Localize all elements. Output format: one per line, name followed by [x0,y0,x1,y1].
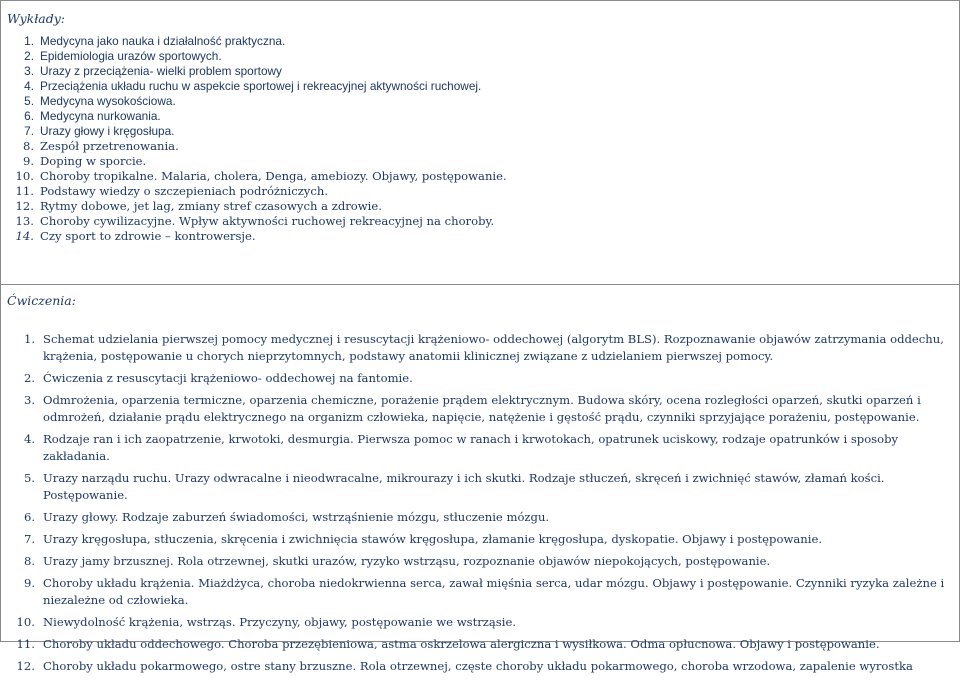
list-item: 12. Choroby układu pokarmowego, ostre stany brzuszne. Rola otrzewnej, częste choroby układu pokarmowego, choroba wrzodowa, zapalenie wyrostka [16,659,913,673]
list-item: 4. Rodzaje ran i ich zaopatrzenie, krwotoki, desmurgia. Pierwsza pomoc w ranach i krwotokach, opatrunek uciskowy, rodzaje opatrunków i sposoby zakładania. [23,432,899,463]
list-item: 8. Zespół przetrenowania. [22,139,179,153]
list-item: 7. Urazy kręgosłupa, stłuczenia, skręcenia i zwichnięcia stawów kręgosłupa, złamanie kręgosłupa, dyskopatie. Objawy i postępowanie. [23,532,823,546]
list-item: 2. Epidemiologia urazów sportowych. [24,49,222,63]
list-item: 9. Choroby układu krążenia. Miażdżyca, choroba niedokrwienna serca, zawał mięśnia serca, udar mózgu. Objawy i postępowanie. Czynniki ryzyka zależne i niezależne od człowieka. [23,576,945,607]
list-item: 7. Urazy głowy i kręgosłupa. [24,124,175,138]
list-item: 5. Medycyna wysokościowa. [24,94,176,108]
list-item: 2. Ćwiczenia z resuscytacji krążeniowo- oddechowej na fantomie. [23,371,413,385]
exercises-list [1,331,951,680]
list-item: 9. Doping w sporcie. [22,154,147,168]
list-item: 13. Choroby cywilizacyjne. Wpływ aktywności ruchowej rekreacyjnej na choroby. [15,214,495,228]
list-item: 11. Podstawy wiedzy o szczepieniach podróżniczych. [15,184,329,198]
lectures-list [1,34,941,244]
list-item: 1. Schemat udzielania pierwszej pomocy medycznej i resuscytacji krążeniowo- oddechowej (algorytm BLS). Rozpoznawanie objawów zatrzymania oddechu, krążenia, postępowanie u chorych nieprzytomnych, podstawy anatomii klinicznej związane z udzielaniem pierwszej pomocy. [23,332,944,363]
exercises-heading: Ćwiczenia: [7,293,76,308]
list-item: 6. Urazy głowy. Rodzaje zaburzeń świadomości, wstrząśnienie mózgu, stłuczenie mózgu. [23,510,550,524]
list-item: 1. Medycyna jako nauka i działalność praktyczna. [24,34,286,48]
list-item: 11. Choroby układu oddechowego. Choroba przezębieniowa, astma oskrzelowa alergiczna i wysiłkowa. Odma opłucnowa. Objawy i postępowanie. [16,637,880,651]
list-item: 3. Odmrożenia, oparzenia termiczne, oparzenia chemiczne, porażenie prądem elektrycznym. Budowa skóry, ocena rozległości oparzeń, skutki oparzeń i odmrożeń, działanie prądu elektrycznego na organizm człowieka, napięcie, natężenie i gęstość prądu, czynniki sprzyjające porażeniu, postępowanie. [23,393,921,424]
list-item: 4. Przeciążenia układu ruchu w aspekcie sportowej i rekreacyjnej aktywności ruchowej. [24,79,482,93]
list-item: 12. Rytmy dobowe, jet lag, zmiany stref czasowych a zdrowie. [15,199,382,213]
list-item: 6. Medycyna nurkowania. [24,109,161,123]
table-row-divider [1,284,959,285]
list-item: 3. Urazy z przeciążenia- wielki problem sportowy [24,64,282,78]
list-item: 14. Czy sport to zdrowie – kontrowersje. [15,229,256,243]
list-item: 8. Urazy jamy brzusznej. Rola otrzewnej, skutki urazów, ryzyko wstrząsu, rozpoznanie objawów niepokojących, postępowanie. [23,554,771,568]
lectures-heading: Wykłady: [7,11,65,26]
list-item: 5. Urazy narządu ruchu. Urazy odwracalne i nieodwracalne, mikrourazy i ich skutki. Rodzaje stłuczeń, skręceń i zwichnięć stawów, złamań kości. Postępowanie. [23,471,885,502]
list-item: 10. Choroby tropikalne. Malaria, cholera, Denga, amebiozy. Objawy, postępowanie. [15,169,507,183]
list-item: 10. Niewydolność krążenia, wstrząs. Przyczyny, objawy, postępowanie we wstrząsie. [16,615,517,629]
